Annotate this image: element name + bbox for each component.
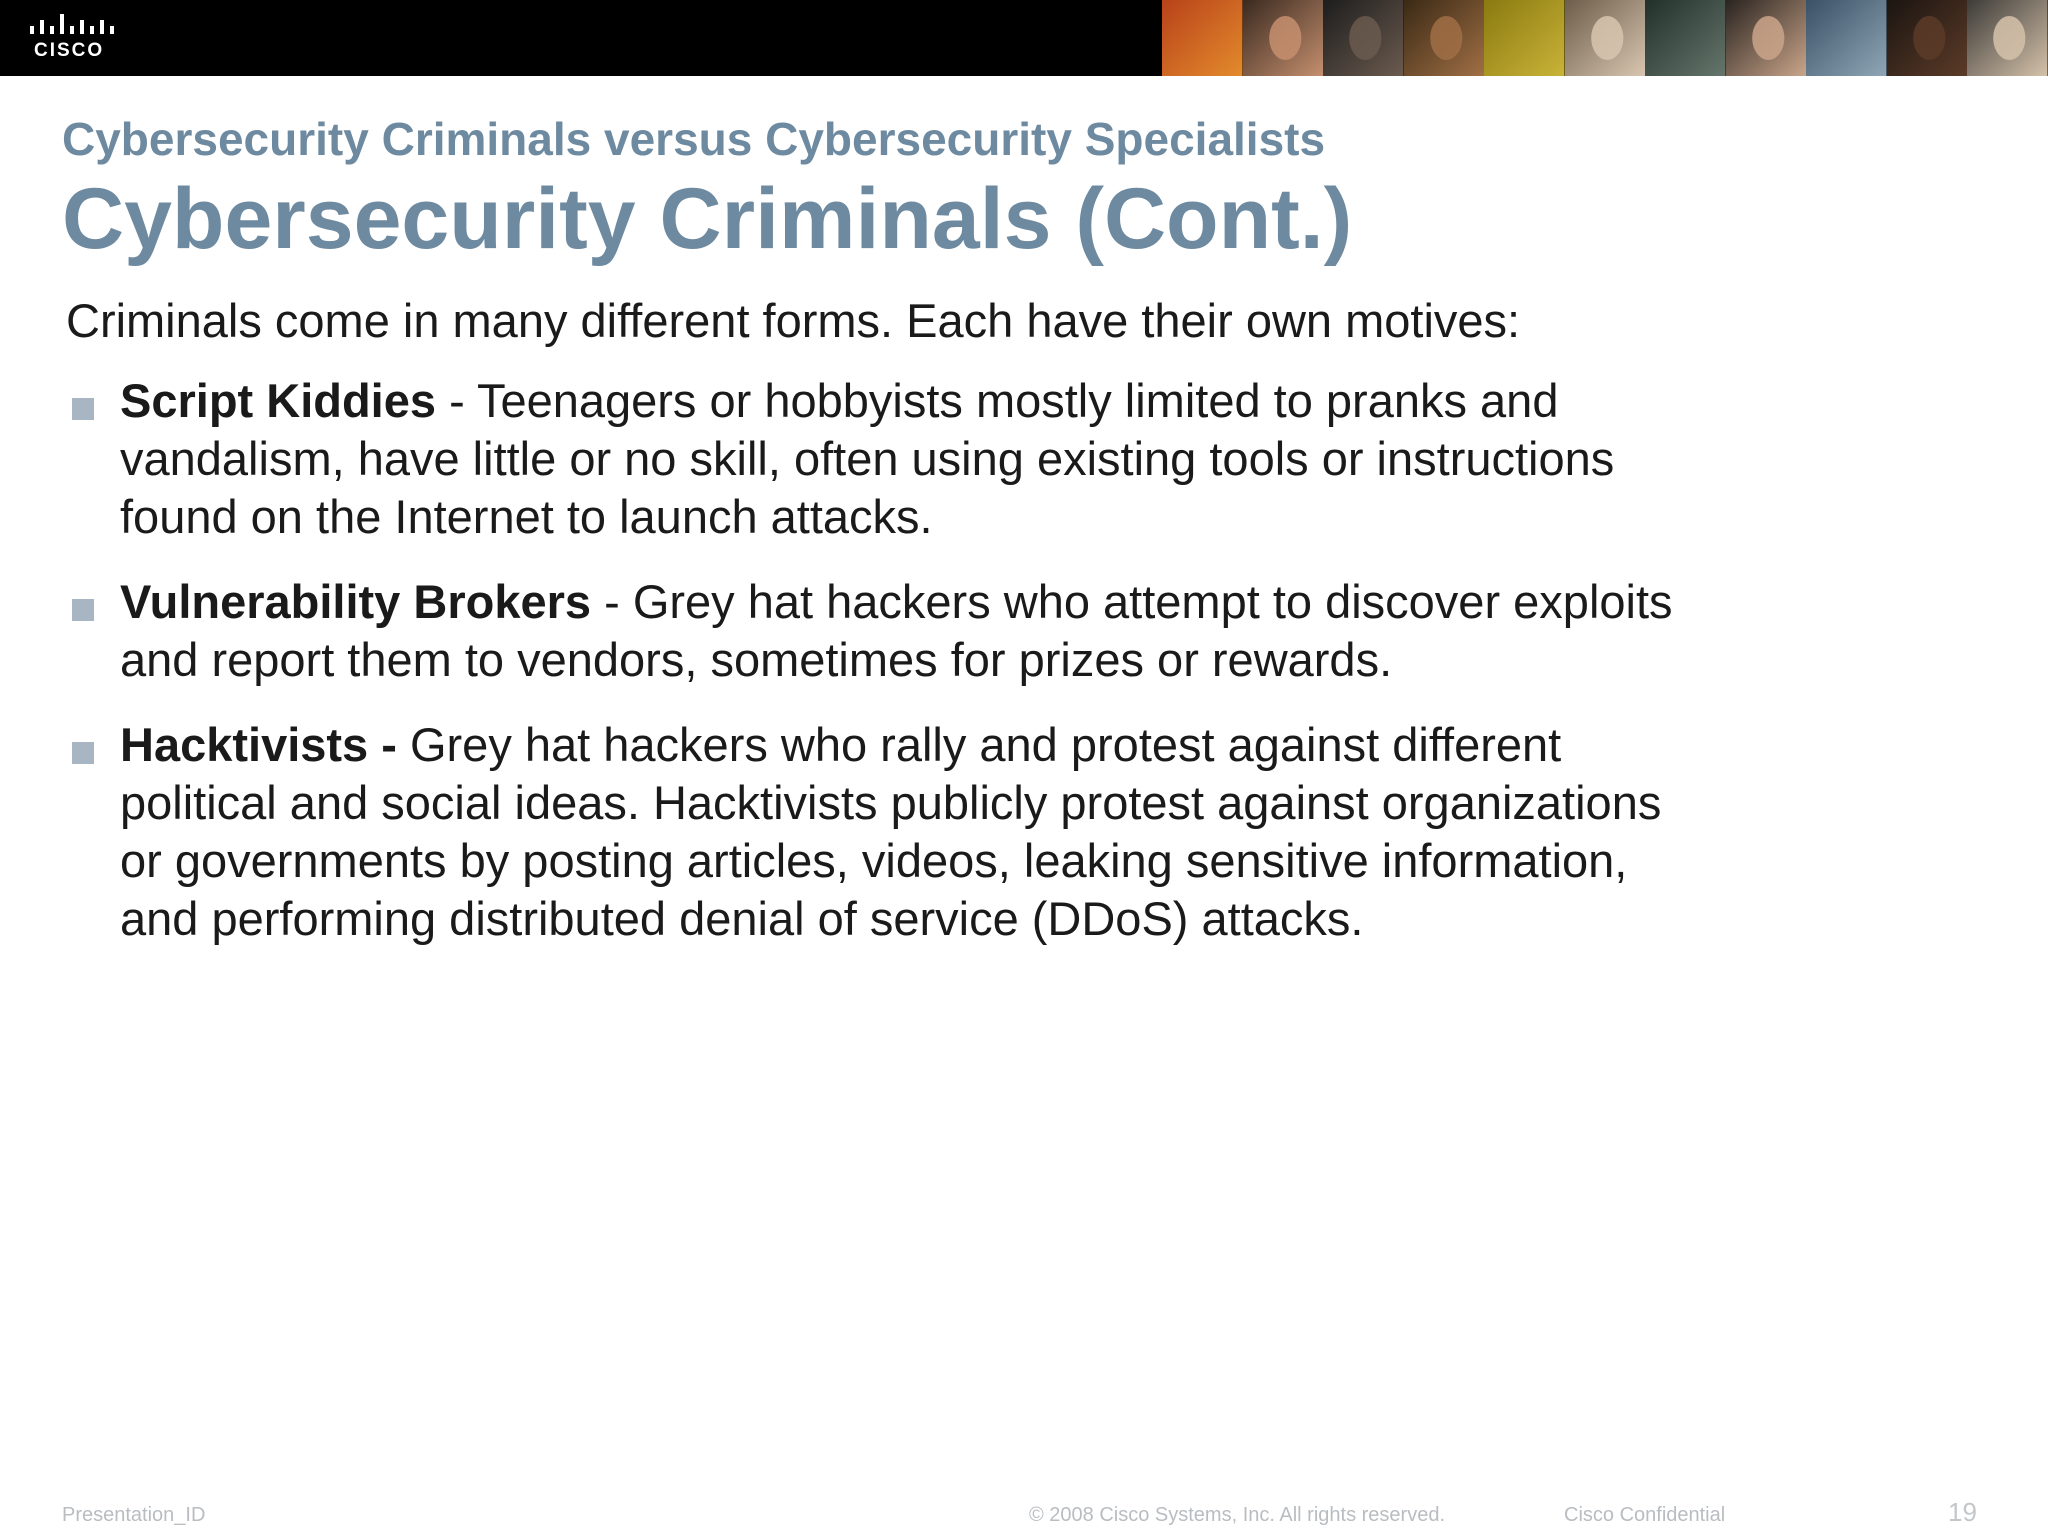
- bullet-script-kiddies: [66, 372, 1686, 546]
- man-smiling-photo: [1887, 0, 1968, 76]
- blue-abstract-photo: [1806, 0, 1887, 76]
- bullet-text: Grey hat hackers who rally and protest against different political and social ideas. Hacktivists publicly protest against organizations or governments by posting articles, videos, leaking sensitive information, and performing distributed denial of service (DDoS) attacks.: [120, 718, 1662, 945]
- bullet-hacktivists: [66, 716, 1686, 948]
- woman-portrait-photo: [1243, 0, 1324, 76]
- woman-headscarf-photo: [1565, 0, 1646, 76]
- footer-copyright: © 2008 Cisco Systems, Inc. All rights reserved.: [1029, 1504, 1446, 1526]
- bullet-term: Vulnerability Brokers: [120, 575, 592, 628]
- cisco-bars-icon: [30, 14, 114, 38]
- man-cap-photo: [1967, 0, 2048, 76]
- bullet-separator: [397, 718, 410, 771]
- footer-presentation-id: Presentation_ID: [62, 1504, 206, 1526]
- square-bullet-icon: [72, 398, 94, 420]
- bullet-separator: -: [591, 575, 633, 628]
- bullet-term: Script Kiddies: [120, 374, 437, 427]
- slide-title: Cybersecurity Criminals (Cont.): [62, 171, 1353, 267]
- photo-strip: [1162, 0, 2048, 76]
- slide-subtitle: Cybersecurity Criminals versus Cybersecurity Specialists: [62, 113, 1326, 165]
- header-bar: [0, 0, 2048, 76]
- cisco-wordmark: CISCO: [34, 40, 105, 61]
- man-thinking-photo: [1323, 0, 1404, 76]
- bullet-list: [66, 372, 1686, 975]
- bullet-text: Grey hat hackers who attempt to discover exploits and report them to vendors, sometimes for prizes or rewards.: [120, 575, 1673, 686]
- bullet-vulnerability-brokers: [66, 573, 1686, 689]
- square-bullet-icon: [72, 599, 94, 621]
- yellow-texture-photo: [1484, 0, 1565, 76]
- intro-text: Criminals come in many different forms. Each have their own motives:: [66, 294, 1521, 347]
- bullet-text: Teenagers or hobbyists mostly limited to pranks and vandalism, have little or no skill, often using existing tools or instructions found on the Internet to launch attacks.: [120, 374, 1615, 543]
- square-bullet-icon: [72, 742, 94, 764]
- slide-number: 19: [1948, 1497, 1977, 1527]
- chalkboard-photo: [1645, 0, 1726, 76]
- abstract-orange-photo: [1162, 0, 1243, 76]
- bullet-separator: -: [436, 374, 477, 427]
- cisco-logo: [30, 14, 120, 66]
- bullet-term: Hacktivists -: [120, 718, 397, 771]
- footer-confidential: Cisco Confidential: [1564, 1504, 1726, 1526]
- young-man-portrait-photo: [1404, 0, 1485, 76]
- asian-woman-portrait-photo: [1726, 0, 1807, 76]
